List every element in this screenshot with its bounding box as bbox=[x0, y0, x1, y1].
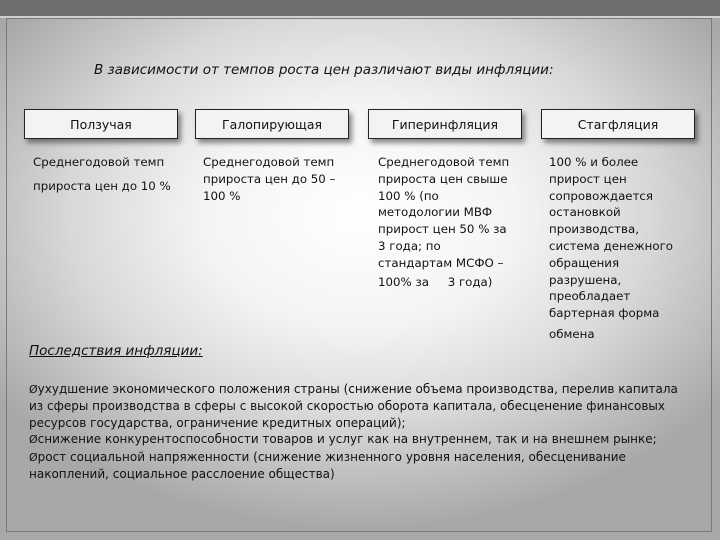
type-label: Ползучая bbox=[70, 116, 132, 132]
bullet-item bbox=[29, 381, 697, 398]
slide-heading: В зависимости от темпов роста цен различают виды инфляции: bbox=[94, 62, 554, 78]
type-box-creeping bbox=[24, 109, 178, 139]
arrow-bullet-icon: Ø bbox=[29, 433, 38, 447]
desc-line: 100 % bbox=[203, 188, 241, 203]
bullet-continuation: из сферы производства в сферы с высокой скоростью оборота капитала, обесценение финансовых bbox=[29, 399, 665, 414]
type-label: Стагфляция bbox=[577, 116, 659, 132]
type-box-stagflation bbox=[541, 109, 695, 139]
desc-line: 100% за 3 года) bbox=[378, 274, 493, 289]
type-description-hyperinflation bbox=[378, 154, 509, 290]
consequences-list bbox=[29, 381, 697, 482]
desc-line: Среднегодовой темп bbox=[203, 155, 335, 169]
desc-line: обмена bbox=[549, 326, 595, 341]
desc-line: прироста цен до 50 – bbox=[203, 171, 336, 186]
bullet-item bbox=[29, 431, 697, 448]
type-label: Гиперинфляция bbox=[391, 116, 499, 132]
desc-line: 3 года; по bbox=[378, 238, 441, 253]
desc-line: прироста цен свыше bbox=[378, 171, 508, 186]
type-label: Галопирующая bbox=[221, 116, 323, 132]
desc-line: прироста цен до 10 % bbox=[33, 178, 171, 193]
bullet-item bbox=[29, 449, 697, 466]
desc-line: 100 % (по bbox=[378, 188, 439, 203]
bullet-continuation: накоплений, социальное расслоение общества) bbox=[29, 467, 335, 482]
desc-line: прирост цен 50 % за bbox=[378, 222, 507, 237]
desc-line: обращения bbox=[549, 255, 620, 270]
desc-line: производства, bbox=[549, 222, 639, 237]
desc-line: стандартам МСФО – bbox=[378, 255, 504, 270]
desc-line: система денежного bbox=[549, 238, 674, 253]
desc-line: бартерная форма bbox=[549, 306, 660, 321]
type-box-galloping bbox=[195, 109, 349, 139]
desc-line: методологии МВФ bbox=[378, 205, 493, 220]
type-box-hyperinflation bbox=[368, 109, 522, 139]
desc-line: сопровождается bbox=[549, 188, 654, 203]
desc-line: остановкой bbox=[549, 205, 621, 220]
desc-line: Среднегодовой темп bbox=[378, 155, 510, 169]
desc-line: 100 % и более bbox=[549, 155, 639, 169]
desc-line: разрушена, bbox=[549, 272, 622, 287]
desc-line: Среднегодовой темп bbox=[33, 155, 165, 169]
bullet-text: ухудшение экономического положения страны (снижение объема производства, перелив капитала bbox=[37, 382, 678, 396]
desc-line: прирост цен bbox=[549, 171, 627, 186]
bullet-text: снижение конкурентоспособности товаров и услуг как на внутреннем, так и на внешнем рынке; bbox=[37, 432, 657, 447]
type-description-galloping bbox=[203, 154, 335, 204]
bullet-continuation: ресурсов государства, ограничение кредитных операций); bbox=[29, 415, 406, 430]
arrow-bullet-icon: Ø bbox=[29, 450, 38, 464]
consequences-title: Последствия инфляции: bbox=[29, 343, 203, 359]
type-description-stagflation bbox=[549, 154, 673, 343]
desc-line: преобладает bbox=[549, 289, 631, 304]
type-description-creeping bbox=[33, 154, 171, 195]
arrow-bullet-icon: Ø bbox=[29, 383, 38, 396]
slide-top-bar bbox=[0, 0, 720, 16]
bullet-text: рост социальной напряженности (снижение жизненного уровня населения, обесценивание bbox=[37, 449, 626, 464]
